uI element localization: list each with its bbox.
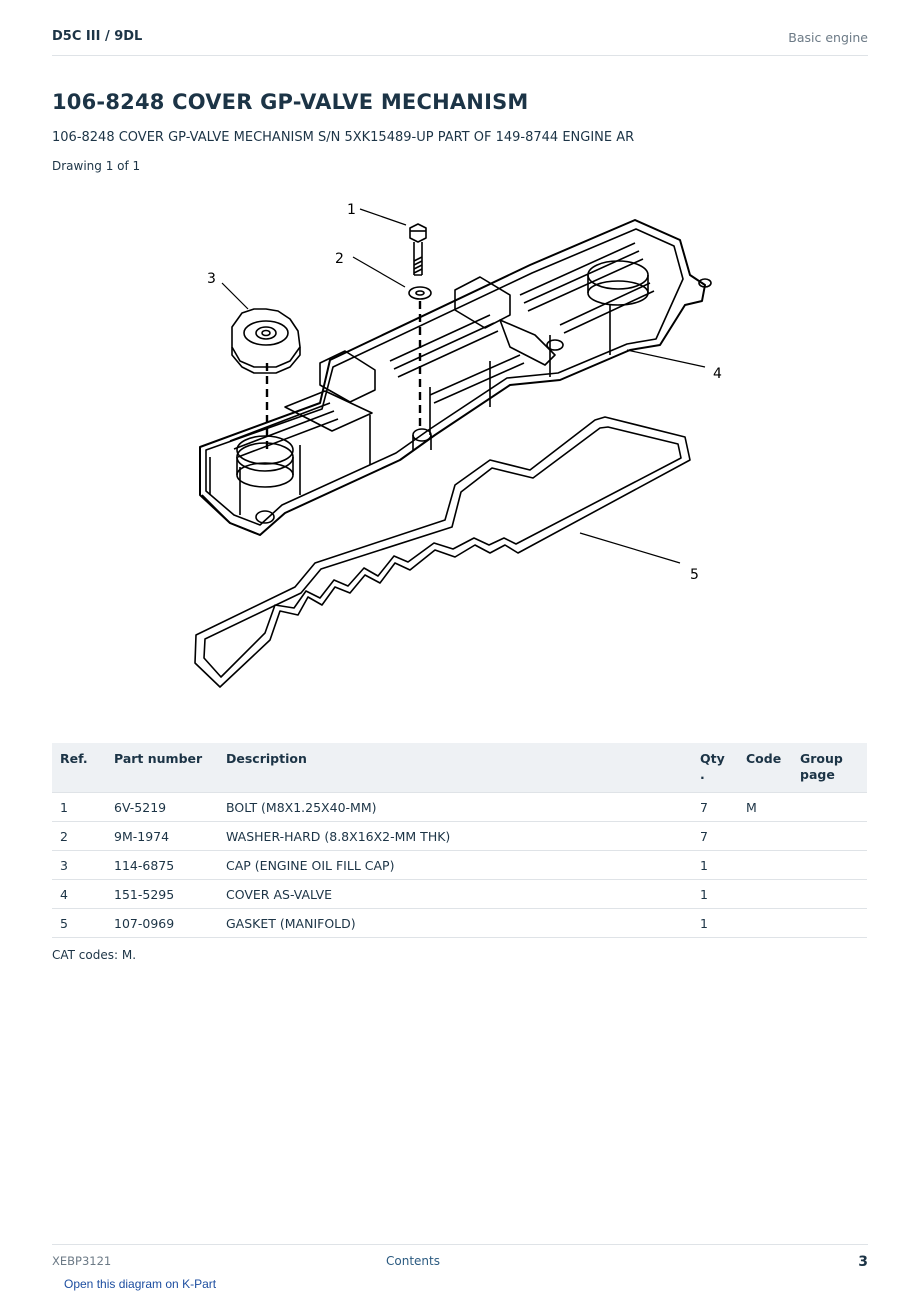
col-part-number: Part number (106, 743, 218, 793)
callout-2: 2 (335, 251, 344, 267)
cell-qty: 7 (692, 822, 738, 851)
col-page-label: page (800, 767, 835, 782)
cell-group-page (792, 793, 867, 822)
table-row (52, 822, 867, 851)
cell-qty: 1 (692, 851, 738, 880)
open-in-kpart-link[interactable]: Open this diagram on K-Part (64, 1277, 217, 1291)
cell-part-number: 151-5295 (106, 880, 218, 909)
cell-group-page (792, 880, 867, 909)
col-qty-label: Qty (700, 751, 725, 766)
section-name: Basic engine (788, 30, 868, 45)
cell-group-page (792, 851, 867, 880)
page-header (52, 29, 868, 56)
col-ref: Ref. (52, 743, 106, 793)
cell-code (738, 851, 792, 880)
cell-description: BOLT (M8X1.25X40-MM) (218, 793, 692, 822)
cell-code (738, 880, 792, 909)
table-header-row (52, 743, 867, 793)
col-code: Code (738, 743, 792, 793)
cell-description: COVER AS-VALVE (218, 880, 692, 909)
cell-ref: 1 (52, 793, 106, 822)
col-qty (692, 743, 738, 793)
cell-qty: 1 (692, 909, 738, 938)
cell-qty: 7 (692, 793, 738, 822)
callout-5: 5 (690, 567, 699, 583)
cell-part-number: 9M-1974 (106, 822, 218, 851)
cell-description: WASHER-HARD (8.8X16X2-MM THK) (218, 822, 692, 851)
cell-part-number: 107-0969 (106, 909, 218, 938)
callout-4: 4 (713, 366, 722, 382)
exploded-view-drawing (190, 195, 730, 705)
cell-ref: 2 (52, 822, 106, 851)
col-group-page (792, 743, 867, 793)
callout-labels (207, 202, 722, 583)
page-footer (52, 1244, 868, 1275)
cell-code (738, 909, 792, 938)
col-qty-label-tail: . (700, 767, 705, 782)
cell-ref: 3 (52, 851, 106, 880)
cell-part-number: 114-6875 (106, 851, 218, 880)
callout-3: 3 (207, 271, 216, 287)
col-description: Description (218, 743, 692, 793)
page-title: 106-8248 COVER GP-VALVE MECHANISM (52, 90, 529, 114)
machine-model: D5C III / 9DL (52, 29, 143, 44)
table-row (52, 793, 867, 822)
document-id: XEBP3121 (52, 1254, 112, 1268)
cell-description: CAP (ENGINE OIL FILL CAP) (218, 851, 692, 880)
parts-diagram (190, 195, 730, 705)
page-subtitle: 106-8248 COVER GP-VALVE MECHANISM S/N 5XK15489-UP PART OF 149-8744 ENGINE AR (52, 130, 635, 145)
cell-qty: 1 (692, 880, 738, 909)
col-group-label: Group (800, 751, 843, 766)
cell-group-page (792, 909, 867, 938)
callout-1: 1 (347, 202, 356, 218)
table-row (52, 851, 867, 880)
cell-description: GASKET (MANIFOLD) (218, 909, 692, 938)
bolt-drawing (410, 224, 426, 275)
contents-link[interactable]: Contents (386, 1254, 440, 1268)
table-row (52, 880, 867, 909)
valve-cover-drawing (200, 220, 711, 535)
cell-group-page (792, 822, 867, 851)
drawing-count: Drawing 1 of 1 (52, 159, 141, 173)
cell-part-number: 6V-5219 (106, 793, 218, 822)
table-row (52, 909, 867, 938)
page-number: 3 (858, 1254, 868, 1270)
washer-drawing (409, 287, 431, 299)
parts-table (52, 743, 867, 938)
cell-ref: 4 (52, 880, 106, 909)
cell-code: M (738, 793, 792, 822)
cell-ref: 5 (52, 909, 106, 938)
gasket-drawing (195, 417, 690, 687)
cat-codes-note: CAT codes: M. (52, 948, 137, 962)
cell-code (738, 822, 792, 851)
